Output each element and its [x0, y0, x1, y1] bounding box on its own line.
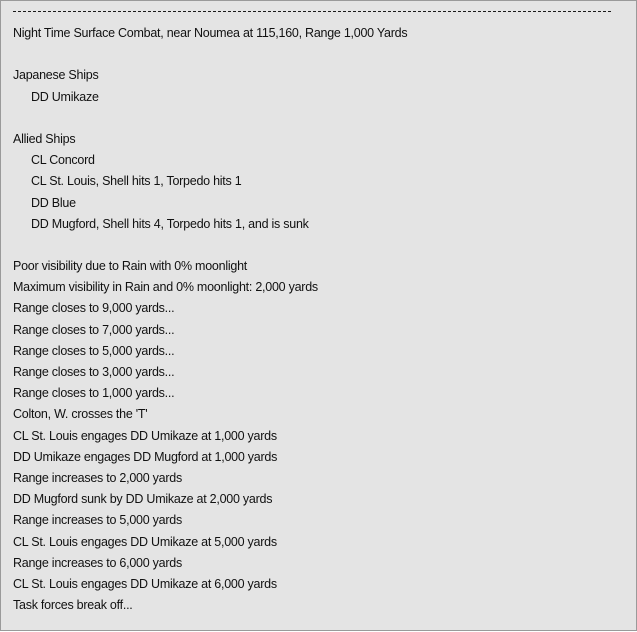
- allied-ships-heading: Allied Ships: [13, 131, 76, 146]
- log-entry: Range increases to 5,000 yards: [13, 513, 182, 528]
- log-entry: Poor visibility due to Rain with 0% moonlight: [13, 259, 248, 274]
- spacer: [13, 44, 625, 65]
- log-entry: DD Mugford sunk by DD Umikaze at 2,000 yards: [13, 492, 273, 507]
- log-entry: CL St. Louis engages DD Umikaze at 5,000 yards: [13, 534, 277, 549]
- combat-report-text: [13, 23, 625, 616]
- log-entry: Range closes to 5,000 yards...: [13, 343, 175, 358]
- japanese-ships-heading: Japanese Ships: [13, 68, 99, 83]
- log-entry: Range increases to 6,000 yards: [13, 555, 182, 570]
- allied-ship-entry: DD Blue: [31, 195, 76, 210]
- dashed-divider: [13, 11, 611, 12]
- log-entry: Range increases to 2,000 yards: [13, 470, 182, 485]
- japanese-ship-entry: DD Umikaze: [31, 89, 99, 104]
- log-entry: Task forces break off...: [13, 598, 133, 613]
- allied-ship-entry: CL Concord: [31, 153, 95, 168]
- log-entry: CL St. Louis engages DD Umikaze at 6,000 yards: [13, 576, 277, 591]
- log-entry: Colton, W. crosses the 'T': [13, 407, 148, 422]
- spacer: [13, 235, 625, 256]
- log-entry: Range closes to 1,000 yards...: [13, 386, 175, 401]
- combat-header: Night Time Surface Combat, near Noumea at 115,160, Range 1,000 Yards: [13, 26, 408, 40]
- log-entry: Range closes to 7,000 yards...: [13, 322, 175, 337]
- log-entry: DD Umikaze engages DD Mugford at 1,000 yards: [13, 449, 278, 464]
- log-entry: Maximum visibility in Rain and 0% moonlight: 2,000 yards: [13, 280, 318, 295]
- spacer: [13, 108, 625, 129]
- allied-ship-entry: DD Mugford, Shell hits 4, Torpedo hits 1, and is sunk: [31, 216, 309, 231]
- log-entry: Range closes to 9,000 yards...: [13, 301, 175, 316]
- log-entry: Range closes to 3,000 yards...: [13, 365, 175, 379]
- allied-ship-entry: CL St. Louis, Shell hits 1, Torpedo hits 1: [31, 174, 242, 189]
- log-entry: CL St. Louis engages DD Umikaze at 1,000 yards: [13, 428, 277, 443]
